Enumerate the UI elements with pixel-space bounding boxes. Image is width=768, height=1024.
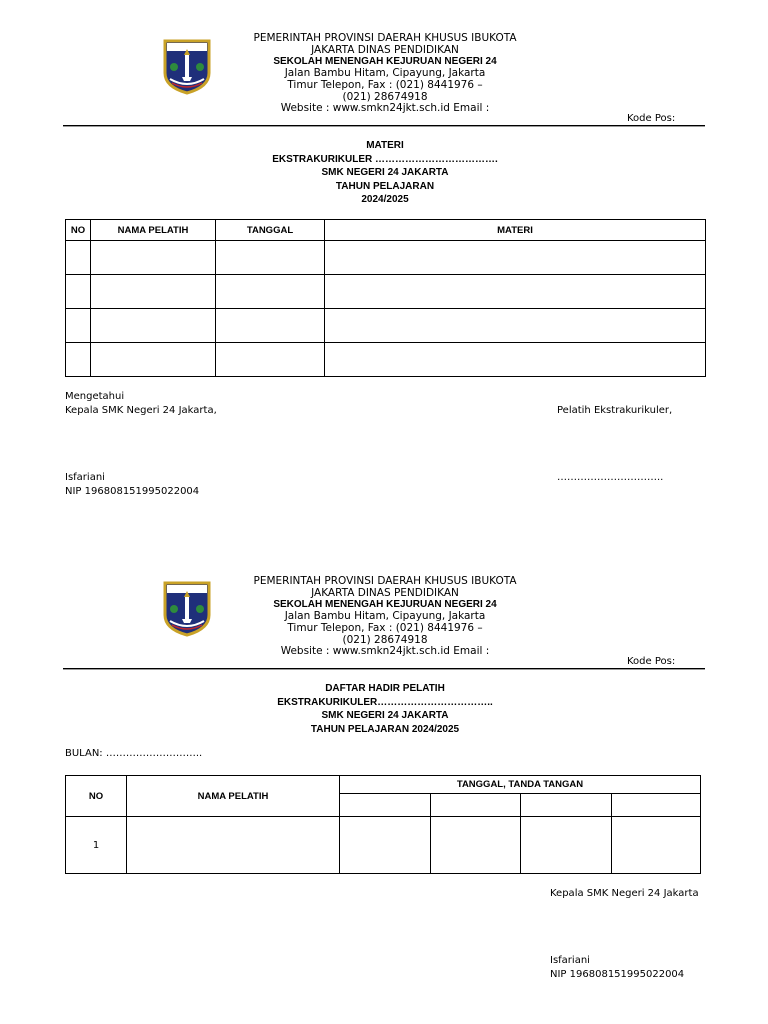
col-nama-pelatih: NAMA PELATIH [91,220,216,241]
cell[interactable] [325,343,706,377]
kepala-nip: NIP 196808151995022004 [65,486,200,497]
cell[interactable] [325,309,706,343]
col-no: NO [66,220,91,241]
cell[interactable] [216,343,325,377]
cell[interactable] [66,275,91,309]
cell[interactable] [612,817,701,874]
cell[interactable] [216,309,325,343]
letterhead-line: Timur Telepon, Fax : (021) 8441976 – [287,78,483,91]
section1-title [200,139,570,207]
cell[interactable] [216,241,325,275]
table-row [66,241,706,275]
letterhead-line: JAKARTA DINAS PENDIDIKAN [311,586,459,599]
letterhead [200,576,570,658]
letterhead-line: (021) 28674918 [342,90,428,103]
title-line: SMK NEGERI 24 JAKARTA [321,167,449,179]
title-line: EKSTRAKURIKULER…………………………….. [277,696,493,708]
title-line: TAHUN PELAJARAN 2024/2025 [310,723,460,735]
cell[interactable] [431,817,521,874]
mengetahui-label: Mengetahui [65,391,125,402]
kepala-label: Kepala SMK Negeri 24 Jakarta, [65,405,217,416]
letterhead [200,33,570,115]
letterhead-line: Jalan Bambu Hitam, Cipayung, Jakarta [284,610,486,623]
cell[interactable] [325,241,706,275]
col-nama-pelatih: NAMA PELATIH [127,776,340,817]
date-cell[interactable] [612,794,701,817]
table-row [66,817,701,874]
cell[interactable] [325,275,706,309]
date-cell[interactable] [521,794,612,817]
materi-table [65,219,706,377]
date-cell[interactable] [340,794,431,817]
letterhead-line: PEMERINTAH PROVINSI DAERAH KHUSUS IBUKOTA [253,32,517,44]
letterhead-line: Jalan Bambu Hitam, Cipayung, Jakarta [284,67,486,80]
letterhead-line: Timur Telepon, Fax : (021) 8441976 – [287,621,483,634]
kepala-nip: NIP 196808151995022004 [550,969,685,980]
table-row [66,275,706,309]
cell[interactable] [340,817,431,874]
cell[interactable] [216,275,325,309]
school-name: SEKOLAH MENENGAH KEJURUAN NEGERI 24 [273,599,497,611]
row-number: 1 [66,817,127,874]
pelatih-label: Pelatih Ekstrakurikuler, [557,405,673,416]
kode-pos: Kode Pos: [627,656,676,667]
kode-pos: Kode Pos: [627,113,676,124]
table-row [66,343,706,377]
title-line: MATERI [366,140,404,151]
col-tanggal-tanda-tangan: TANGGAL, TANDA TANGAN [340,776,701,794]
letterhead-line: Website : www.smkn24jkt.sch.id Email : [280,102,490,115]
kepala-label: Kepala SMK Negeri 24 Jakarta [550,888,699,899]
table-row [66,309,706,343]
cell[interactable] [66,241,91,275]
letterhead-divider [63,125,705,127]
title-line: SMK NEGERI 24 JAKARTA [321,710,449,722]
title-line: TAHUN PELAJARAN [335,180,435,192]
cell[interactable] [521,817,612,874]
bulan-field: BULAN: ……………………….. [65,748,203,759]
cell[interactable] [91,309,216,343]
cell[interactable] [66,309,91,343]
title-line: EKSTRAKURIKULER ………………………………. [272,153,498,165]
kepala-name: Isfariani [65,472,105,483]
pelatih-signature-dots: ………………………….. [557,472,664,483]
col-materi: MATERI [325,220,706,241]
daftar-hadir-table [65,775,701,874]
letterhead-line: PEMERINTAH PROVINSI DAERAH KHUSUS IBUKOTA [253,575,517,587]
cell[interactable] [127,817,340,874]
letterhead-line: JAKARTA DINAS PENDIDIKAN [311,43,459,56]
letterhead-divider [63,668,705,670]
letterhead-line: (021) 28674918 [342,633,428,646]
letterhead-line: Website : www.smkn24jkt.sch.id Email : [280,645,490,658]
title-line: 2024/2025 [361,194,409,206]
date-cell[interactable] [431,794,521,817]
cell[interactable] [66,343,91,377]
title-line: DAFTAR HADIR PELATIH [325,683,445,694]
kepala-name: Isfariani [550,955,590,966]
school-name: SEKOLAH MENENGAH KEJURUAN NEGERI 24 [273,56,497,68]
col-no: NO [66,776,127,817]
section2-title [200,682,570,736]
cell[interactable] [91,275,216,309]
cell[interactable] [91,343,216,377]
cell[interactable] [91,241,216,275]
col-tanggal: TANGGAL [216,220,325,241]
